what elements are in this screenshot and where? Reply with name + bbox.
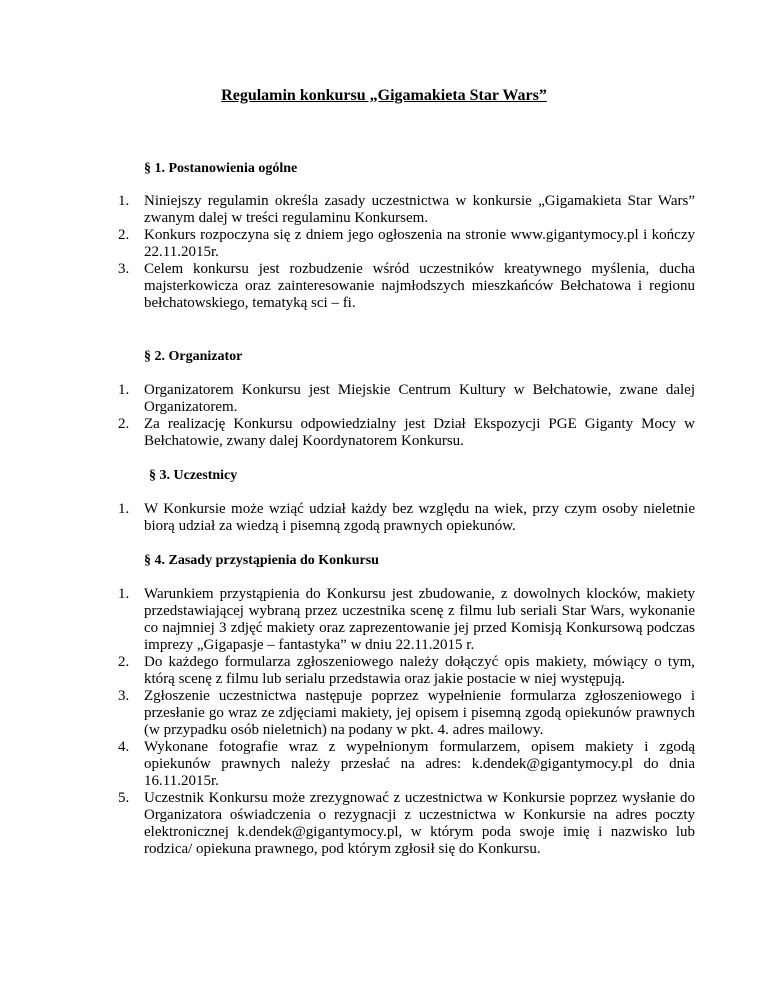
list-item: 1. Organizatorem Konkursu jest Miejskie Centrum Kultury w Bełchatowie, zwane dalej Organizatorem. <box>118 382 695 415</box>
section-heading-3: § 3. Uczestnicy <box>149 468 238 483</box>
list-item: 1. Warunkiem przystąpienia do Konkursu jest zbudowanie, z dowolnych klocków, makiety przedstawiającej wybraną przez uczestnika scenę z filmu lub seriali Star Wars, wykonanie co najmniej 3 zdjęć makiety oraz zaprezentowanie jej przed Komisją Konkursową podczas imprezy „Gigapasje – fantastyka” w dniu 22.11.2015 r. <box>118 586 695 653</box>
section-1-list <box>0 193 768 312</box>
list-item: 1. W Konkursie może wziąć udział każdy bez względu na wiek, przy czym osoby nieletnie biorą udział za wiedzą i pisemną zgodą prawnych opiekunów. <box>118 501 695 534</box>
section-heading-2: § 2. Organizator <box>144 349 243 364</box>
list-item: 4. Wykonane fotografie wraz z wypełnionym formularzem, opisem makiety i zgodą opiekunów prawnych należy przesłać na adres: k.dendek@gigantymocy.pl do dnia 16.11.2015r. <box>118 739 695 789</box>
list-item: 1. Niniejszy regulamin określa zasady uczestnictwa w konkursie „Gigamakieta Star Wars” zwanym dalej w treści regulaminu Konkursem. <box>118 193 695 226</box>
page-title: Regulamin konkursu „Gigamakieta Star Wars” <box>221 87 547 104</box>
section-4-list <box>0 586 768 858</box>
list-item: 3. Zgłoszenie uczestnictwa następuje poprzez wypełnienie formularza zgłoszeniowego i przesłanie go wraz ze zdjęciami makiety, jej opisem i pisemną zgodą opiekunów prawnych (w przypadku osób nieletnich) na podany w pkt. 4. adres mailowy. <box>118 688 695 738</box>
section-2-list <box>0 382 768 450</box>
section-heading-4: § 4. Zasady przystąpienia do Konkursu <box>144 553 379 568</box>
section-heading-1: § 1. Postanowienia ogólne <box>144 161 298 176</box>
list-item: 2. Za realizację Konkursu odpowiedzialny jest Dział Ekspozycji PGE Giganty Mocy w Bełchatowie, zwany dalej Koordynatorem Konkursu. <box>118 416 695 449</box>
list-item: 2. Do każdego formularza zgłoszeniowego należy dołączyć opis makiety, mówiący o tym, którą scenę z filmu lub serialu przedstawia oraz jakie postacie w niej występują. <box>118 654 695 687</box>
list-item: 5. Uczestnik Konkursu może zrezygnować z uczestnictwa w Konkursie poprzez wysłanie do Organizatora oświadczenia o rezygnacji z uczestnictwa w Konkursie na adres poczty elektronicznej k.dendek@gigantymocy.pl, w którym poda swoje imię i nazwisko lub rodzica/ opiekuna prawnego, pod którym zgłosił się do Konkursu. <box>118 790 695 857</box>
list-item: 3. Celem konkursu jest rozbudzenie wśród uczestników kreatywnego myślenia, ducha majsterkowicza oraz zainteresowanie najmłodszych mieszkańców Bełchatowa i regionu bełchatowskiego, tematyką sci – fi. <box>118 261 695 311</box>
list-item: 2. Konkurs rozpoczyna się z dniem jego ogłoszenia na stronie www.gigantymocy.pl i kończy 22.11.2015r. <box>118 227 695 260</box>
section-3-list <box>0 501 768 535</box>
